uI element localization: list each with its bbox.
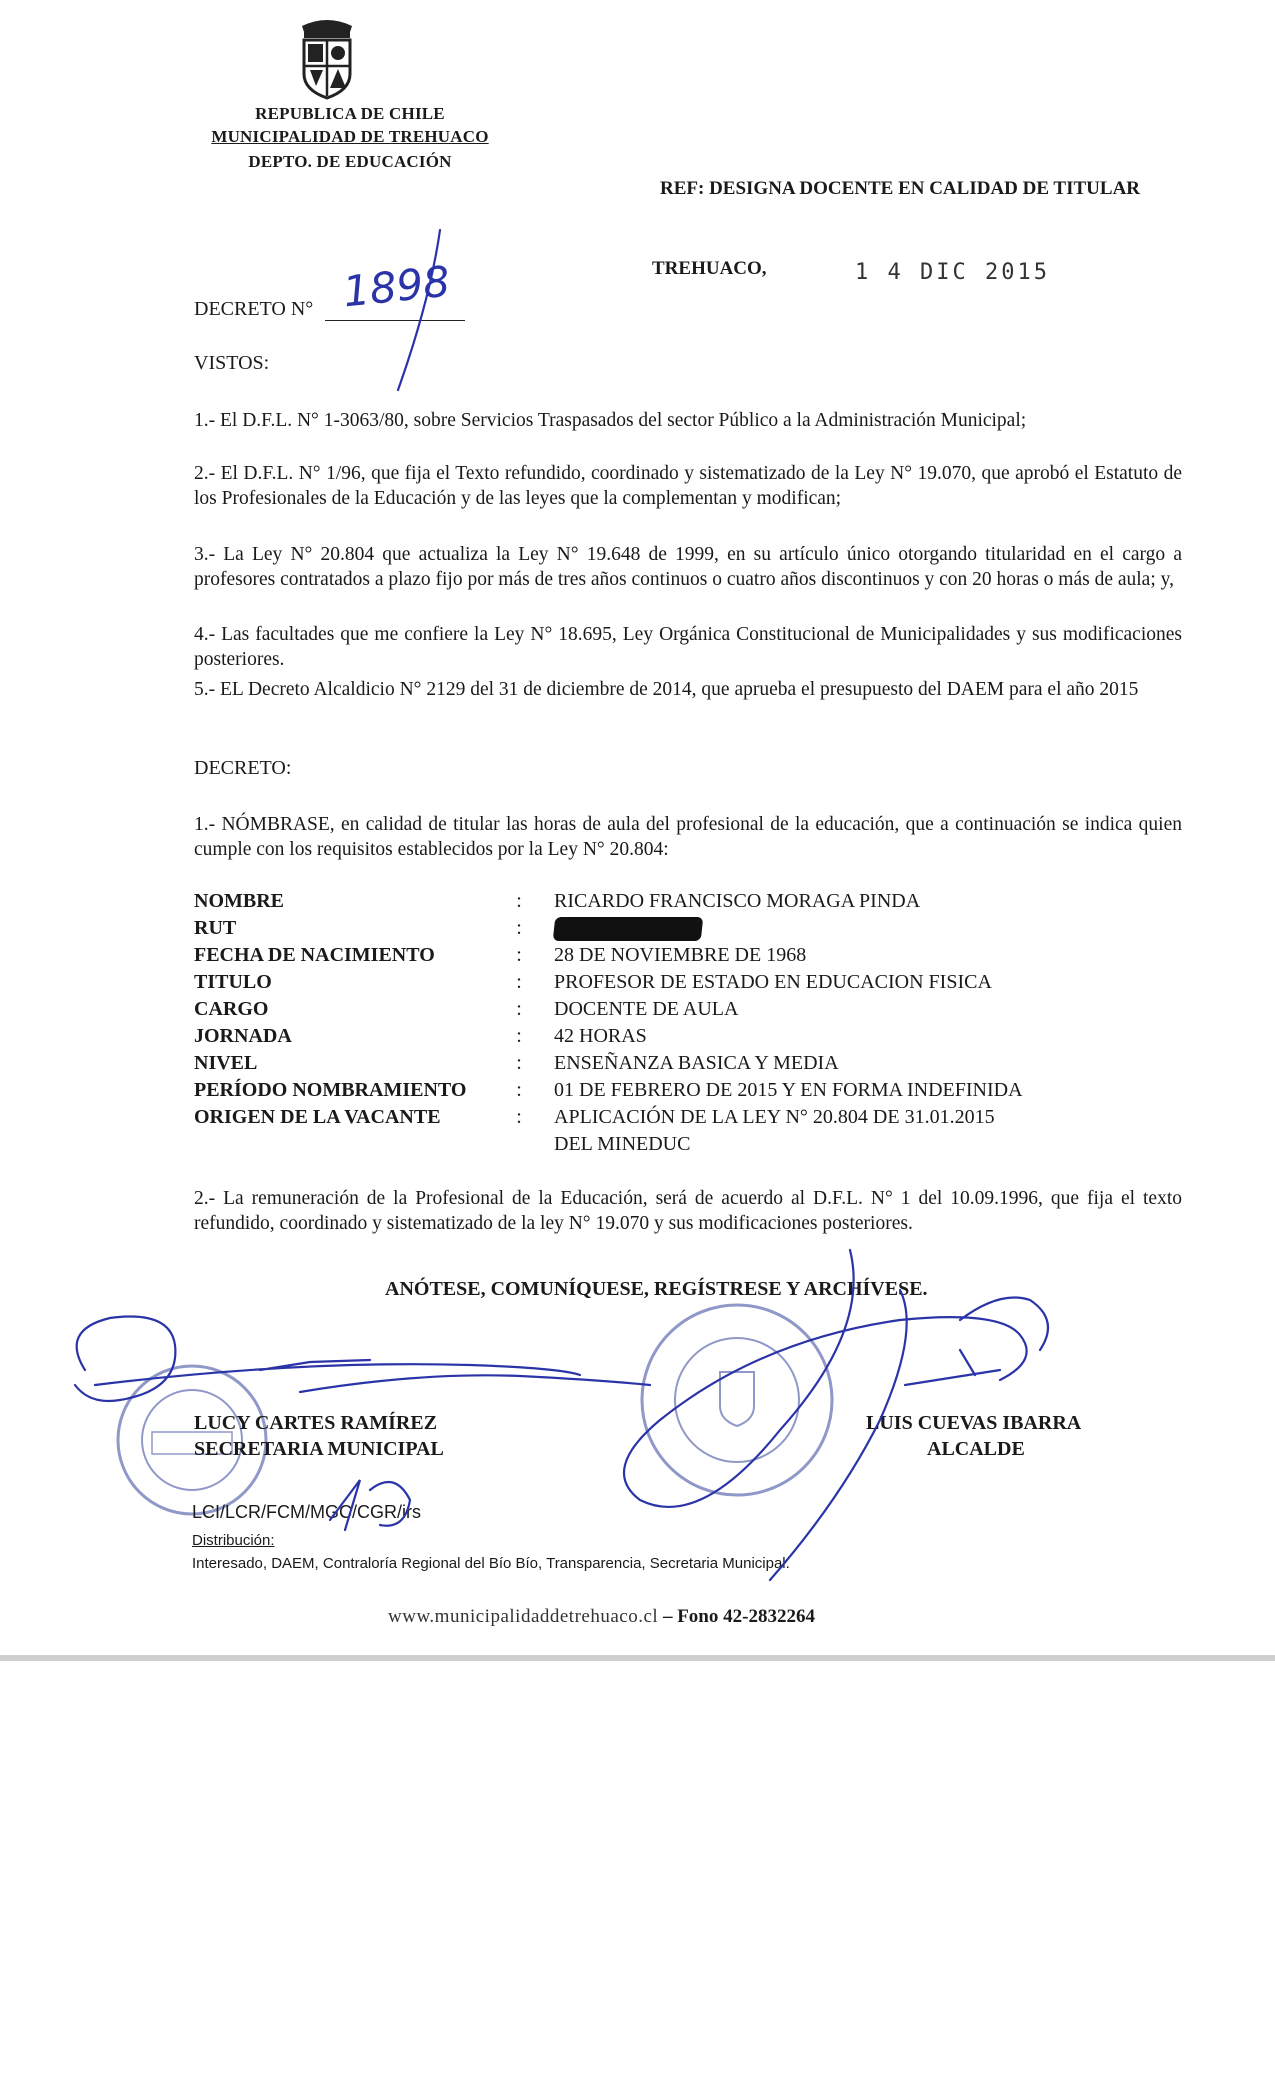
table-row bbox=[194, 1077, 1094, 1104]
scan-edge bbox=[0, 1655, 1275, 1661]
secretary-title: SECRETARIA MUNICIPAL bbox=[194, 1438, 444, 1460]
closing-formula: ANÓTESE, COMUNÍQUESE, REGÍSTRESE Y ARCHÍVESE. bbox=[385, 1278, 928, 1300]
vistos-item-5: 5.- EL Decreto Alcaldicio N° 2129 del 31 de diciembre de 2014, que aprueba el presupuesto del DAEM para el año 2015 bbox=[194, 679, 1139, 700]
vistos-heading: VISTOS: bbox=[194, 352, 270, 374]
row-separator: : bbox=[516, 1052, 522, 1074]
vistos-item-3: 3.- La Ley N° 20.804 que actualiza la Ley N° 19.648 de 1999, en su artículo único otorgando titularidad en el cargo a profesores contratados a plazo fijo por más de tres años continuos o cuatro años discontinuos y con 20 horas o más de aula; y, bbox=[194, 544, 1182, 590]
table-row bbox=[194, 888, 1094, 915]
table-row bbox=[194, 1104, 1094, 1131]
vistos-item-1: 1.- El D.F.L. N° 1-3063/80, sobre Servicios Traspasados del sector Público a la Administración Municipal; bbox=[194, 410, 1027, 431]
row-separator: : bbox=[516, 971, 522, 993]
mayor-name: LUIS CUEVAS IBARRA bbox=[866, 1412, 1082, 1434]
row-separator: : bbox=[516, 917, 522, 939]
row-key: NIVEL bbox=[194, 1052, 258, 1074]
initials-line: LCI/LCR/FCM/MGC/CGR/irs bbox=[192, 1502, 421, 1522]
row-value: ENSEÑANZA BASICA Y MEDIA bbox=[554, 1052, 839, 1074]
row-key: RUT bbox=[194, 917, 237, 939]
mayor-title: ALCALDE bbox=[927, 1438, 1025, 1460]
municipality-name: MUNICIPALIDAD DE TREHUACO bbox=[211, 127, 489, 146]
table-row bbox=[194, 1050, 1094, 1077]
table-row bbox=[194, 996, 1094, 1023]
row-value: 28 DE NOVIEMBRE DE 1968 bbox=[554, 944, 807, 966]
row-key: NOMBRE bbox=[194, 890, 284, 912]
date-stamp: 1 4 DIC 2015 bbox=[855, 260, 1050, 285]
row-key: CARGO bbox=[194, 998, 269, 1020]
table-row bbox=[194, 1131, 1094, 1158]
footer bbox=[388, 1606, 815, 1628]
row-key: TITULO bbox=[194, 971, 272, 993]
redaction-mark bbox=[553, 917, 704, 941]
vistos-item-2: 2.- El D.F.L. N° 1/96, que fija el Texto refundido, coordinado y sistematizado de la Ley N° 19.070, que aprobó el Estatuto de los Profesionales de la Educación y de las leyes que la complementan y modifican; bbox=[194, 463, 1182, 509]
table-row bbox=[194, 969, 1094, 996]
distribution-list: Interesado, DAEM, Contraloría Regional del Bío Bío, Transparencia, Secretaria Municipal. bbox=[192, 1555, 790, 1572]
decreto-item-1: 1.- NÓMBRASE, en calidad de titular las horas de aula del profesional de la educación, que a continuación se indica quien cumple con los requisitos establecidos por la Ley N° 20.804: bbox=[194, 814, 1182, 860]
row-key: JORNADA bbox=[194, 1025, 292, 1047]
website-link[interactable]: www.municipalidaddetrehuaco.cl bbox=[388, 1606, 659, 1627]
city-label: TREHUACO, bbox=[652, 258, 767, 279]
decree-number-label: DECRETO N° bbox=[194, 298, 314, 320]
department-name: DEPTO. DE EDUCACIÓN bbox=[248, 152, 452, 171]
row-value: DEL MINEDUC bbox=[554, 1133, 691, 1155]
row-value: RICARDO FRANCISCO MORAGA PINDA bbox=[554, 890, 921, 912]
row-key: PERÍODO NOMBRAMIENTO bbox=[194, 1079, 467, 1101]
coat-of-arms-icon bbox=[296, 16, 358, 100]
row-key: FECHA DE NACIMIENTO bbox=[194, 944, 435, 966]
row-separator: : bbox=[516, 1106, 522, 1128]
row-value: 01 DE FEBRERO DE 2015 Y EN FORMA INDEFINIDA bbox=[554, 1079, 1023, 1101]
row-key: ORIGEN DE LA VACANTE bbox=[194, 1106, 441, 1128]
row-separator: : bbox=[516, 944, 522, 966]
row-separator: : bbox=[516, 1025, 522, 1047]
decreto-item-2: 2.- La remuneración de la Profesional de la Educación, será de acuerdo al D.F.L. N° 1 del 10.09.1996, que fija el texto refundido, coordinado y sistematizado de la ley N° 19.070 y sus modificaciones posteriores. bbox=[194, 1188, 1182, 1234]
row-separator: : bbox=[516, 1079, 522, 1101]
row-value: 42 HORAS bbox=[554, 1025, 647, 1047]
decree-number: 1898 bbox=[340, 256, 453, 317]
table-row bbox=[194, 942, 1094, 969]
appointment-table bbox=[194, 888, 1094, 1158]
republic-name: REPUBLICA DE CHILE bbox=[255, 104, 445, 123]
table-row bbox=[194, 1023, 1094, 1050]
row-separator: : bbox=[516, 890, 522, 912]
row-separator: : bbox=[516, 998, 522, 1020]
row-value: APLICACIÓN DE LA LEY N° 20.804 DE 31.01.2015 bbox=[554, 1106, 995, 1128]
row-value: DOCENTE DE AULA bbox=[554, 998, 739, 1020]
reference-line: REF: DESIGNA DOCENTE EN CALIDAD DE TITULAR bbox=[660, 178, 1141, 199]
mayor-stamp bbox=[632, 1300, 842, 1500]
distribution-label: Distribución: bbox=[192, 1532, 275, 1549]
row-value: PROFESOR DE ESTADO EN EDUCACION FISICA bbox=[554, 971, 992, 993]
secretary-name: LUCY CARTES RAMÍREZ bbox=[194, 1412, 438, 1434]
decreto-heading: DECRETO: bbox=[194, 757, 292, 779]
row-key bbox=[194, 1131, 484, 1158]
table-row bbox=[194, 915, 1094, 942]
decree-number-line bbox=[325, 320, 465, 321]
phone-number: – Fono 42-2832264 bbox=[662, 1606, 815, 1627]
vistos-item-4: 4.- Las facultades que me confiere la Ley N° 18.695, Ley Orgánica Constitucional de Municipalidades y sus modificaciones posteriores. bbox=[194, 624, 1182, 670]
